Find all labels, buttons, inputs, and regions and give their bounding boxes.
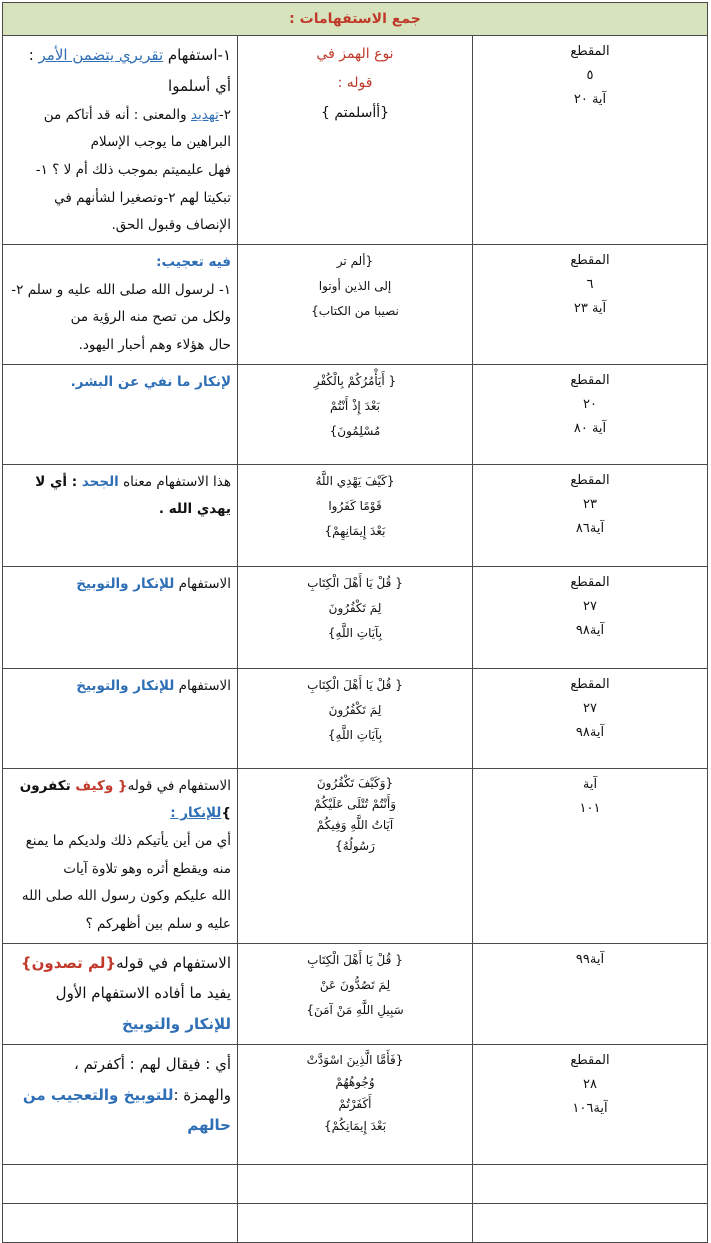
section-number: ٢٧ (583, 598, 597, 614)
text: فهل عليميتم بموجب ذلك أم لا ؟ ١-تبكيتا لهم ٢-وتصغيرا لشأنهم في (35, 161, 231, 206)
verse-line: بِآيَاتِ اللَّهِ} (327, 727, 383, 742)
verse-cell (238, 364, 473, 464)
verse-number: آية ٢٠ (573, 92, 607, 108)
empty-cell (238, 1203, 473, 1242)
text: والمعنى : أنه قد أتاكم من البراهين ما يوجب الإسلام (43, 106, 231, 151)
verse-line: {فَأَمَّا الَّذِينَ اسْوَدَّتْ (306, 1052, 404, 1067)
verse-line: {وَكَيْفَ تَكْفُرُونَ (316, 775, 394, 790)
verse-line: إلى الذين أوتوا (318, 279, 392, 294)
verse-line: { قُلْ يَا أَهْلَ الْكِتَابِ (307, 677, 403, 692)
section-label: المقطع (570, 472, 610, 488)
text: : أي لا يهدي الله . (35, 473, 231, 518)
text: والهمزة : (173, 1085, 231, 1104)
verse-line: لِمَ تَكْفُرُونَ (328, 600, 382, 615)
section-cell (473, 364, 708, 464)
section-number: ٥ (586, 68, 594, 84)
verse-line: قَوْمًا كَفَرُوا (328, 498, 382, 513)
empty-row (3, 1203, 708, 1242)
interrogatives-table (2, 2, 708, 1243)
text: الإنصاف وقبول الحق. (111, 217, 231, 234)
verse-line: رَسُولُهُ} (335, 838, 375, 853)
table-row (3, 244, 708, 364)
text: تكفرون } (19, 777, 231, 822)
table-title: جمع الاستفهامات : (3, 3, 708, 36)
highlight-text: تهديد (190, 106, 219, 123)
section-number: ٦ (586, 276, 594, 292)
section-cell (473, 244, 708, 364)
table-row (3, 464, 708, 566)
verse-line: نوع الهمز في (316, 46, 394, 62)
text: يفيد ما أفاده الاستفهام الأول (55, 984, 231, 1003)
explanation-cell (3, 244, 238, 364)
text: الاستفهام (174, 575, 231, 592)
verse-number: ١٠١ (579, 800, 601, 816)
verse-number: آية ٨٠ (573, 420, 607, 436)
verse-cell (238, 768, 473, 943)
verse-line: مُسْلِمُونَ} (329, 423, 381, 438)
text: هذا الاستفهام معناه (118, 473, 231, 490)
section-label: آية (582, 776, 598, 792)
empty-cell (3, 1164, 238, 1203)
explanation-cell (3, 943, 238, 1044)
highlight-text: للتوبيخ والتعجيب من حالهم (22, 1085, 231, 1135)
section-cell (473, 566, 708, 668)
section-cell (473, 668, 708, 768)
section-cell (473, 1044, 708, 1164)
table-row (3, 1044, 708, 1164)
highlight-text: للإنكار والتوبيخ (76, 677, 175, 694)
verse-line: لِمَ تَكْفُرُونَ (328, 702, 382, 717)
verse-line: أَكَفَرْتُمْ (338, 1097, 372, 1112)
text: أي من أين يأتيكم ذلك ولديكم ما يمنع منه ويقطع أثره وهو تلاوة آيات (25, 832, 231, 877)
verse-cell (238, 36, 473, 245)
verse-cell (238, 668, 473, 768)
explanation-cell (3, 464, 238, 566)
verse-cell (238, 244, 473, 364)
empty-cell (473, 1164, 708, 1203)
text: أي : فيقال لهم : أكفرتم ، (73, 1054, 231, 1073)
verse-line: { قُلْ يَا أَهْلَ الْكِتَابِ (307, 952, 403, 967)
verse-cell (238, 943, 473, 1044)
section-cell (473, 464, 708, 566)
verse-line: بَعْدَ إِذْ أَنْتُمْ (329, 398, 380, 413)
explanation-cell (3, 768, 238, 943)
explanation-cell (3, 36, 238, 245)
verse-number: آية١٠٦ (572, 1100, 608, 1116)
table-row (3, 36, 708, 245)
empty-cell (473, 1203, 708, 1242)
explanation-cell (3, 668, 238, 768)
empty-row (3, 1164, 708, 1203)
verse-line: بِآيَاتِ اللَّهِ} (327, 625, 383, 640)
explanation-cell (3, 1044, 238, 1164)
verse-line: آيَاتُ اللَّهِ وَفِيكُمْ (316, 817, 394, 832)
section-label: المقطع (570, 574, 610, 590)
verse-number: آية٨٦ (575, 520, 605, 536)
section-label: المقطع (570, 372, 610, 388)
section-label: المقطع (570, 44, 610, 59)
table-row (3, 566, 708, 668)
verse-line: { قُلْ يَا أَهْلَ الْكِتَابِ (307, 575, 403, 590)
highlight-text: للإنكار : (170, 805, 222, 822)
verse-line: نصيبا من الكتاب} (311, 304, 399, 319)
verse-number: آية ٢٣ (573, 300, 607, 316)
highlight-text: فيه تعجيب: (156, 253, 231, 270)
table-row (3, 364, 708, 464)
table-row (3, 668, 708, 768)
text: الاستفهام (174, 677, 231, 694)
verse-line: وَأَنْتُمْ تُتْلَى عَلَيْكُمْ (313, 796, 396, 811)
text: ١-استفهام (163, 46, 231, 64)
text: ٢- (218, 106, 231, 123)
highlight-text: للإنكار والتوبيخ (121, 1015, 231, 1034)
verse-line: لِمَ تَصُدُّونَ عَنْ (319, 977, 391, 992)
explanation-cell (3, 364, 238, 464)
text: الاستفهام في قوله (127, 777, 231, 794)
text: حال هؤلاء وهم أحبار اليهود. (78, 336, 231, 353)
verse-number: آية٩٨ (575, 622, 605, 638)
verse-line: بَعْدَ إِيمَانِكُمْ} (323, 1119, 387, 1134)
highlight-text: لإنكار ما نفي عن البشر. (70, 373, 231, 390)
highlight-text: الجحد (81, 473, 119, 490)
section-label: المقطع (570, 252, 610, 268)
verse-line: قوله : (337, 75, 373, 92)
verse-cell (238, 464, 473, 566)
section-number: ٢٧ (583, 700, 597, 716)
section-number: ٢٣ (583, 496, 597, 512)
highlight-text: للإنكار والتوبيخ (76, 575, 175, 592)
highlight-text: تقريري يتضمن الأمر (38, 46, 164, 64)
text: : أي أسلموا (28, 46, 231, 95)
verse-number: آية٩٩ (575, 951, 605, 967)
section-cell (473, 768, 708, 943)
explanation-cell (3, 566, 238, 668)
verse-line: {أأسلمتم } (320, 104, 390, 121)
verse-line: {كَيْفَ يَهْدِي اللَّهُ (315, 473, 395, 488)
text: ١- لرسول الله صلى الله عليه و سلم ٢-ولكل من تصح منه الرؤية من (11, 281, 231, 326)
section-label: المقطع (570, 676, 610, 692)
verse-line: وُجُوهُهُمْ (335, 1075, 375, 1090)
verse-cell (238, 1044, 473, 1164)
section-number: ٢٨ (583, 1076, 597, 1092)
verse-line: { أَيَأْمُرُكُمْ بِالْكُفْرِ (313, 373, 397, 388)
verse-number: آية٩٨ (575, 724, 605, 740)
text: الاستفهام في قوله (116, 953, 231, 972)
verse-line: {ألم تر (336, 253, 374, 268)
empty-cell (238, 1164, 473, 1203)
highlight-text: {لم تصدون} (20, 953, 117, 972)
section-number: ٢٠ (583, 396, 597, 412)
highlight-text: { وكيف (75, 777, 128, 794)
table-row (3, 768, 708, 943)
text: الله عليكم وكون رسول الله صلى الله عليه و سلم بين أظهركم ؟ (21, 888, 231, 932)
section-cell (473, 943, 708, 1044)
verse-line: سَبِيلِ اللَّهِ مَنْ آمَنَ} (306, 1002, 404, 1017)
section-cell (473, 36, 708, 245)
empty-cell (3, 1203, 238, 1242)
verse-line: بَعْدَ إِيمَانِهِمْ} (324, 523, 386, 538)
table-row (3, 943, 708, 1044)
verse-cell (238, 566, 473, 668)
section-label: المقطع (570, 1052, 610, 1068)
